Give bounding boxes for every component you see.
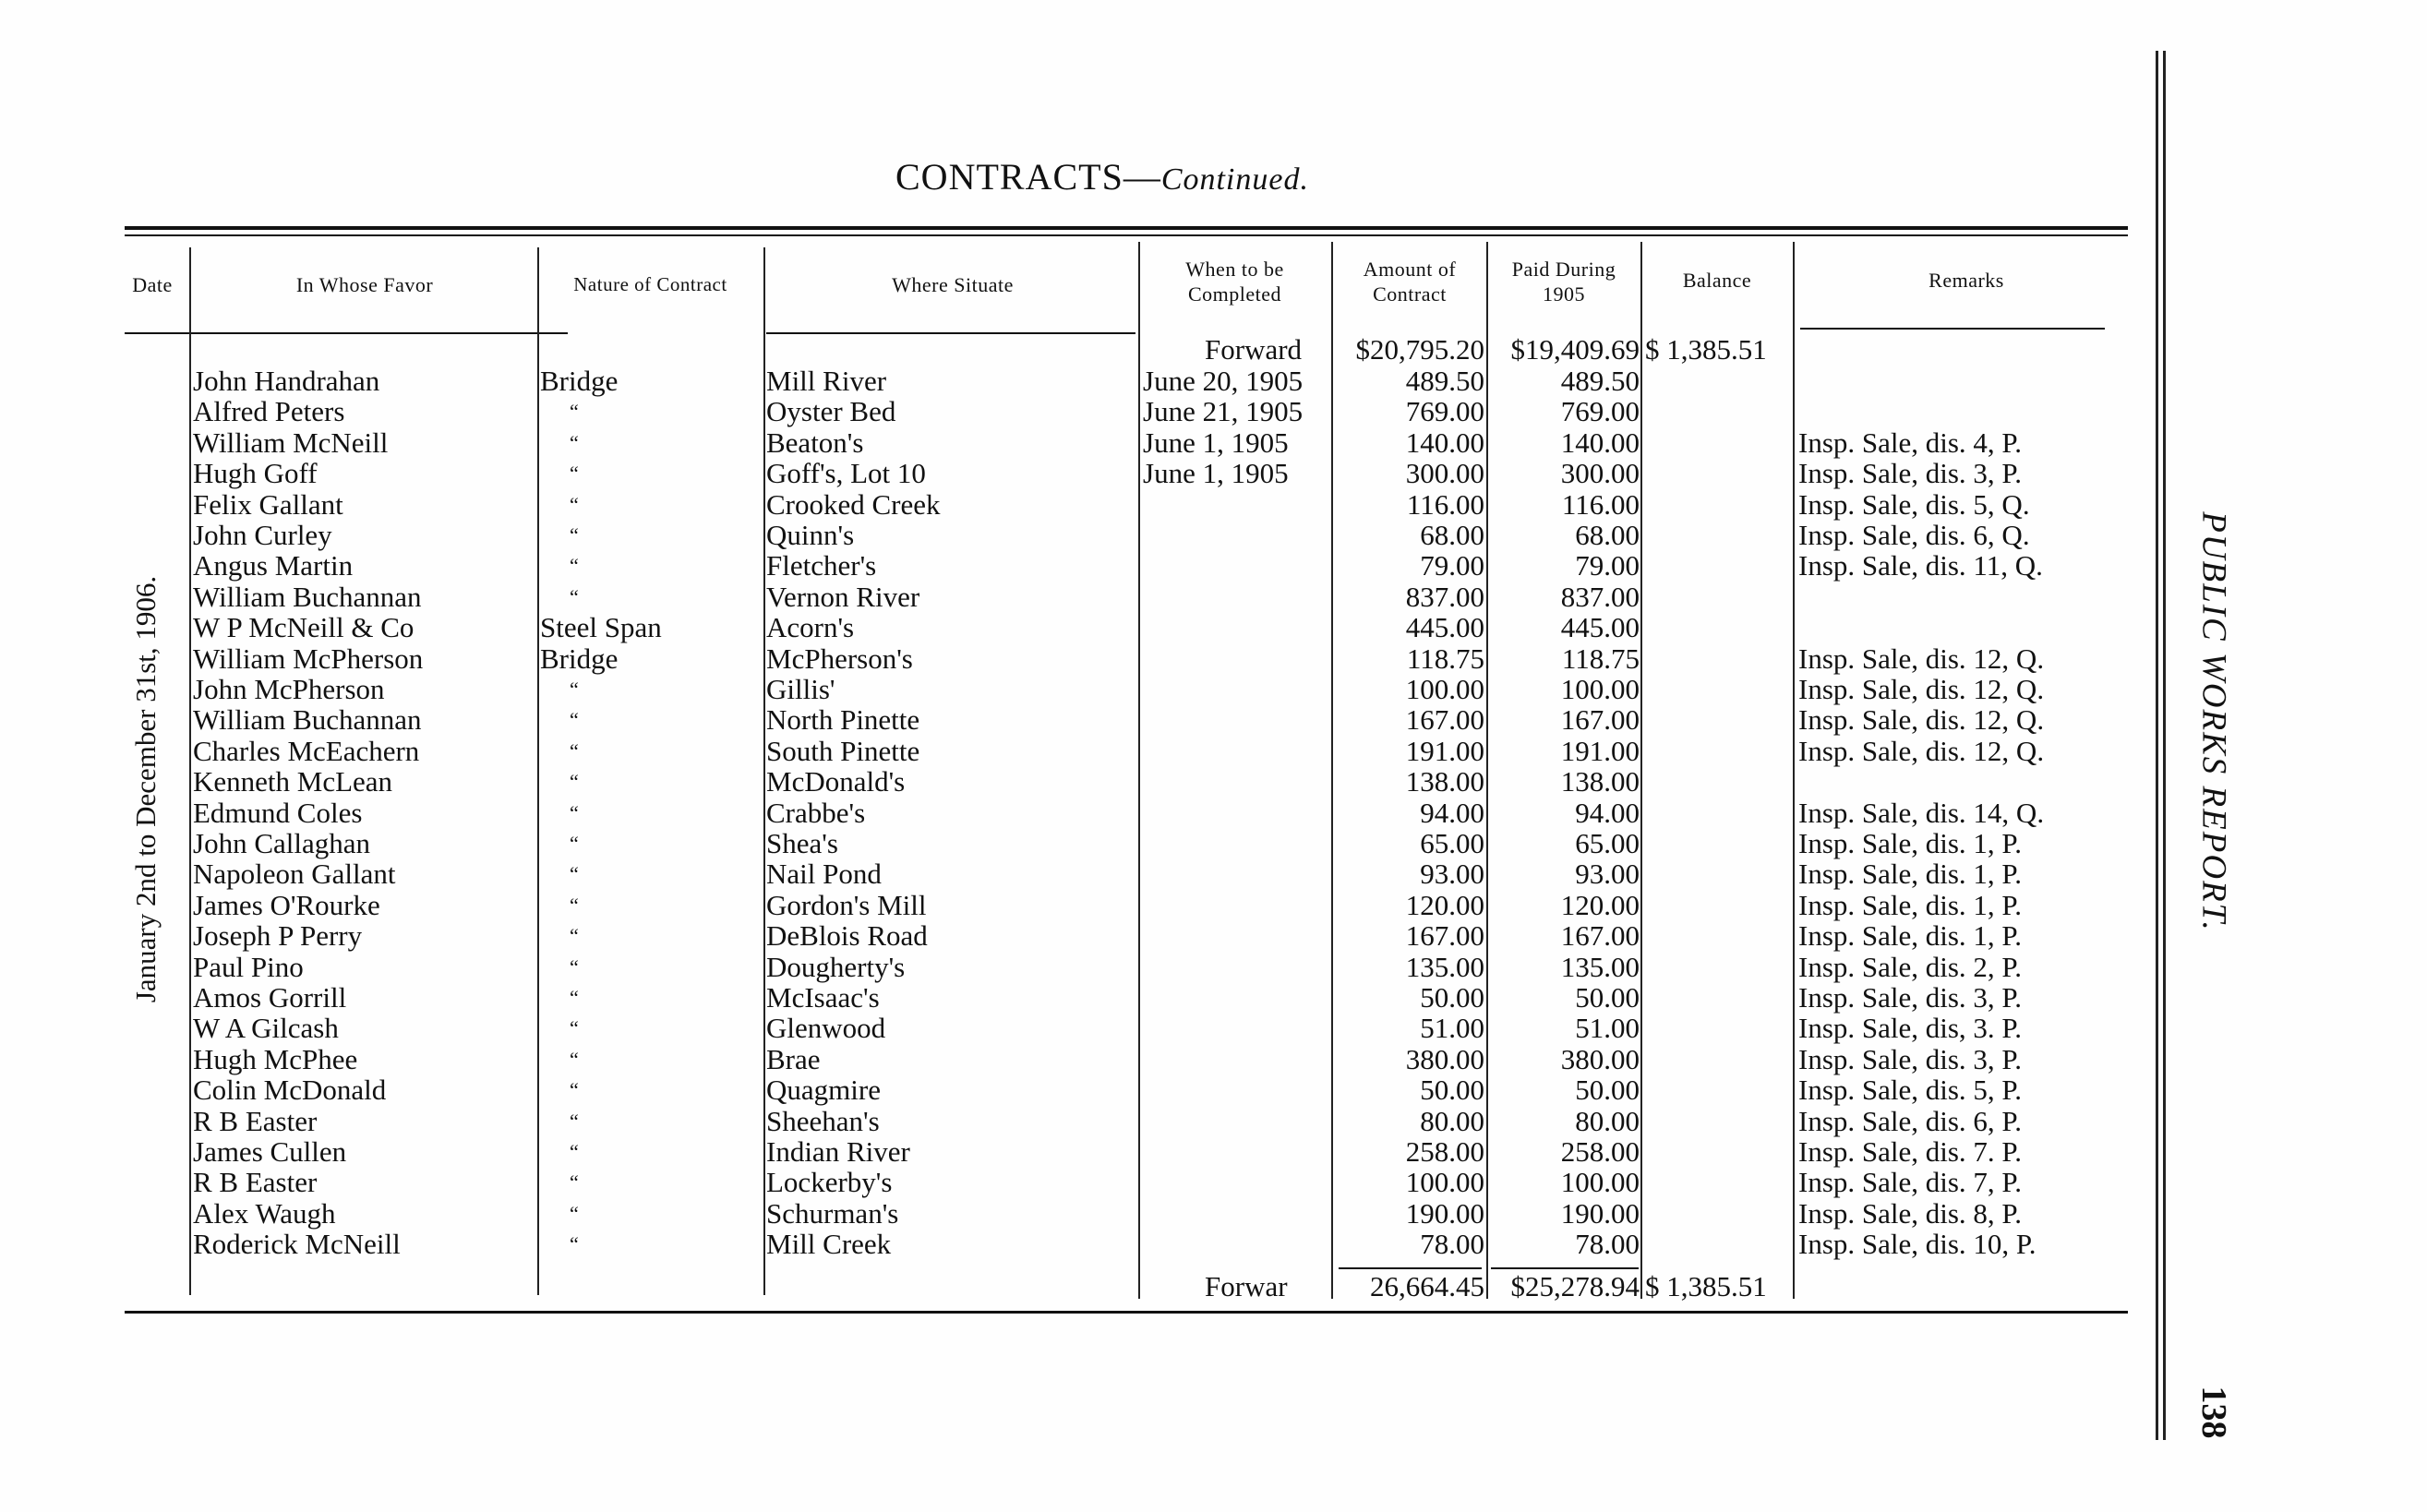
cell-favor: Angus Martin xyxy=(193,549,354,582)
cell-nature: “ xyxy=(570,1232,579,1256)
cell-remarks: Insp. Sale, dis. 5, P. xyxy=(1798,1074,2022,1107)
cell-amount: 65.00 xyxy=(1420,827,1484,859)
cell-remarks: Insp. Sale, dis. 12, Q. xyxy=(1798,734,2045,767)
cell-favor: Hugh Goff xyxy=(193,457,318,490)
cell-nature: Steel Span xyxy=(540,611,662,644)
cell-remarks: Insp. Sale, dis. 4, P. xyxy=(1798,426,2022,459)
cell-nature: “ xyxy=(570,1140,579,1163)
cell-favor: Paul Pino xyxy=(193,950,304,983)
cell-where: Gillis' xyxy=(766,673,835,705)
cell-where: Fletcher's xyxy=(766,549,877,582)
title-sub: Continued. xyxy=(1160,162,1309,197)
cell-nature: “ xyxy=(570,523,579,546)
header-when: When to be Completed xyxy=(1185,258,1284,306)
cell-where: Schurman's xyxy=(766,1196,899,1230)
cell-paid: 50.00 xyxy=(1575,1074,1640,1107)
cell-amount: 380.00 xyxy=(1405,1042,1484,1075)
cell-remarks: Insp. Sale, dis. 7. P. xyxy=(1798,1135,2022,1168)
header-nature: Nature of Contract xyxy=(573,273,727,295)
cell-where: Acorn's xyxy=(766,611,855,644)
cell-where: Dougherty's xyxy=(766,950,906,983)
cell-where: McDonald's xyxy=(766,765,906,798)
header-rule xyxy=(125,332,568,334)
cell-favor: William Buchannan xyxy=(193,580,422,613)
cell-paid: 191.00 xyxy=(1560,734,1640,767)
margin-rule xyxy=(2156,51,2158,1440)
cell-when: June 1, 1905 xyxy=(1143,426,1289,459)
cell-nature: “ xyxy=(570,954,579,978)
cell-amount: 258.00 xyxy=(1405,1135,1484,1168)
cell-favor: Napoleon Gallant xyxy=(193,858,396,891)
forward-bottom-label: Forwar xyxy=(1205,1270,1288,1302)
cell-nature: “ xyxy=(570,400,579,424)
bottom-rule xyxy=(125,1311,2128,1314)
cell-remarks: Insp. Sale, dis. 1, P. xyxy=(1798,858,2022,891)
cell-favor: Roderick McNeill xyxy=(193,1228,401,1261)
cell-paid: 135.00 xyxy=(1560,950,1640,983)
page-title xyxy=(895,155,1309,198)
cell-nature: “ xyxy=(570,738,579,762)
cell-amount: 837.00 xyxy=(1405,580,1484,613)
cell-paid: 78.00 xyxy=(1575,1228,1640,1261)
cell-favor: Alfred Peters xyxy=(193,395,345,428)
title-main: CONTRACTS xyxy=(895,156,1123,198)
cell-remarks: Insp. Sale, dis. 14, Q. xyxy=(1798,796,2045,829)
header-rule xyxy=(766,332,1135,334)
cell-amount: 51.00 xyxy=(1420,1012,1484,1045)
cell-paid: 51.00 xyxy=(1575,1012,1640,1045)
cell-nature: “ xyxy=(570,1170,579,1194)
cell-paid: 300.00 xyxy=(1560,457,1640,490)
cell-amount: 167.00 xyxy=(1405,703,1484,737)
column-divider xyxy=(1793,242,1795,1299)
cell-remarks: Insp. Sale, dis. 3, P. xyxy=(1798,457,2022,490)
cell-favor: Kenneth McLean xyxy=(193,765,393,798)
cell-nature: Bridge xyxy=(540,365,619,397)
cell-remarks: Insp. Sale, dis. 2, P. xyxy=(1798,950,2022,983)
cell-remarks: Insp. Sale, dis. 6, P. xyxy=(1798,1104,2022,1137)
cell-remarks: Insp. Sale, dis. 6, Q. xyxy=(1798,519,2030,551)
cell-remarks: Insp. Sale, dis. 3, P. xyxy=(1798,1042,2022,1075)
forward-top-balance: $ 1,385.51 xyxy=(1645,333,1767,366)
cell-nature: “ xyxy=(570,986,579,1009)
forward-bottom-amount: 26,664.45 xyxy=(1370,1270,1484,1302)
cell-favor: R B Easter xyxy=(193,1166,318,1199)
cell-paid: 93.00 xyxy=(1575,858,1640,891)
top-rule-thick xyxy=(125,226,2128,230)
cell-where: Oyster Bed xyxy=(766,395,896,428)
cell-favor: James Cullen xyxy=(193,1135,347,1168)
cell-favor: John Callaghan xyxy=(193,827,370,859)
cell-where: Quagmire xyxy=(766,1074,881,1107)
cell-where: Glenwood xyxy=(766,1012,886,1045)
cell-where: Crooked Creek xyxy=(766,487,941,521)
cell-where: McPherson's xyxy=(766,642,913,675)
cell-nature: “ xyxy=(570,924,579,948)
cell-paid: 68.00 xyxy=(1575,519,1640,551)
cell-favor: Amos Gorrill xyxy=(193,981,347,1014)
cell-where: Quinn's xyxy=(766,519,855,551)
forward-top-label: Forward xyxy=(1205,333,1303,366)
cell-paid: 79.00 xyxy=(1575,549,1640,582)
cell-nature: “ xyxy=(570,584,579,608)
cell-favor: John Handrahan xyxy=(193,365,380,397)
cell-amount: 50.00 xyxy=(1420,981,1484,1014)
report-side-title: PUBLIC WORKS REPORT. xyxy=(2194,511,2233,932)
cell-amount: 68.00 xyxy=(1420,519,1484,551)
cell-remarks: Insp. Sale, dis. 12, Q. xyxy=(1798,673,2045,705)
cell-where: Gordon's Mill xyxy=(766,888,927,921)
cell-where: Lockerby's xyxy=(766,1166,893,1199)
cell-amount: 140.00 xyxy=(1405,426,1484,459)
cell-favor: John McPherson xyxy=(193,673,385,705)
cell-nature: “ xyxy=(570,1016,579,1040)
column-divider xyxy=(1138,242,1140,1299)
cell-amount: 100.00 xyxy=(1405,673,1484,705)
header-where: Where Situate xyxy=(892,273,1014,296)
top-rule-thin xyxy=(125,234,2128,236)
cell-nature: “ xyxy=(570,430,579,454)
forward-bottom-paid: $25,278.94 xyxy=(1510,1270,1640,1302)
cell-remarks: Insp. Sale, dis. 1, P. xyxy=(1798,827,2022,859)
cell-remarks: Insp. Sale, dis. 5, Q. xyxy=(1798,487,2030,521)
cell-paid: 118.75 xyxy=(1561,642,1640,675)
cell-paid: 489.50 xyxy=(1560,365,1640,397)
cell-favor: Hugh McPhee xyxy=(193,1042,358,1075)
cell-favor: Alex Waugh xyxy=(193,1196,336,1230)
cell-amount: 118.75 xyxy=(1406,642,1484,675)
cell-amount: 78.00 xyxy=(1420,1228,1484,1261)
cell-favor: James O'Rourke xyxy=(193,888,380,921)
cell-remarks: Insp. Sale, dis. 10, P. xyxy=(1798,1228,2037,1261)
page-number: 138 xyxy=(2194,1386,2233,1439)
column-divider xyxy=(189,247,191,1295)
column-divider xyxy=(537,247,539,1295)
forward-top-paid: $19,409.69 xyxy=(1510,333,1640,366)
cell-when: June 1, 1905 xyxy=(1143,457,1289,490)
cell-nature: “ xyxy=(570,1201,579,1225)
header-favor: In Whose Favor xyxy=(295,273,434,296)
cell-paid: 100.00 xyxy=(1560,1166,1640,1199)
cell-where: North Pinette xyxy=(766,703,920,737)
date-range: January 2nd to December 31st, 1906. xyxy=(129,575,162,1003)
header-amount: Amount of Contract xyxy=(1363,258,1457,306)
cell-amount: 80.00 xyxy=(1420,1104,1484,1137)
cell-amount: 300.00 xyxy=(1405,457,1484,490)
cell-where: Mill River xyxy=(766,365,887,397)
cell-favor: Edmund Coles xyxy=(193,796,363,829)
cell-favor: Joseph P Perry xyxy=(193,919,363,953)
cell-paid: 50.00 xyxy=(1575,981,1640,1014)
cell-where: McIsaac's xyxy=(766,981,880,1014)
cell-favor: Colin McDonald xyxy=(193,1074,387,1107)
cell-remarks: Insp. Sale, dis. 7, P. xyxy=(1798,1166,2022,1199)
cell-nature: Bridge xyxy=(540,642,619,675)
cell-remarks: Insp. Sale, dis. 1, P. xyxy=(1798,888,2022,921)
cell-where: Sheehan's xyxy=(766,1104,880,1137)
cell-favor: Felix Gallant xyxy=(193,487,343,521)
cell-amount: 138.00 xyxy=(1405,765,1484,798)
cell-remarks: Insp. Sale, dis. 11, Q. xyxy=(1798,549,2043,582)
cell-where: DeBlois Road xyxy=(766,919,928,953)
header-balance: Balance xyxy=(1682,269,1752,292)
cell-favor: W P McNeill & Co xyxy=(193,611,415,644)
cell-paid: 380.00 xyxy=(1560,1042,1640,1075)
cell-nature: “ xyxy=(570,1078,579,1102)
cell-nature: “ xyxy=(570,770,579,794)
cell-where: Crabbe's xyxy=(766,796,866,829)
total-rule xyxy=(1491,1267,1639,1269)
cell-remarks: Insp. Sale, dis. 8, P. xyxy=(1798,1196,2022,1230)
cell-where: Shea's xyxy=(766,827,838,859)
cell-amount: 135.00 xyxy=(1405,950,1484,983)
column-divider xyxy=(1640,242,1642,1299)
cell-paid: 258.00 xyxy=(1560,1135,1640,1168)
cell-paid: 100.00 xyxy=(1560,673,1640,705)
cell-nature: “ xyxy=(570,862,579,886)
cell-paid: 167.00 xyxy=(1560,703,1640,737)
cell-amount: 445.00 xyxy=(1405,611,1484,644)
cell-nature: “ xyxy=(570,1047,579,1071)
cell-amount: 120.00 xyxy=(1405,888,1484,921)
cell-remarks: Insp. Sale, dis. 12, Q. xyxy=(1798,703,2045,737)
header-rule xyxy=(1800,328,2105,330)
cell-nature: “ xyxy=(570,1109,579,1133)
cell-when: June 21, 1905 xyxy=(1143,395,1304,428)
cell-where: Indian River xyxy=(766,1135,910,1168)
cell-paid: 116.00 xyxy=(1561,487,1640,521)
total-rule xyxy=(1339,1267,1482,1269)
cell-paid: 65.00 xyxy=(1575,827,1640,859)
cell-paid: 140.00 xyxy=(1560,426,1640,459)
header-date: Date xyxy=(132,273,173,296)
title-separator: — xyxy=(1123,156,1161,198)
cell-favor: R B Easter xyxy=(193,1104,318,1137)
cell-amount: 94.00 xyxy=(1420,796,1484,829)
cell-paid: 138.00 xyxy=(1560,765,1640,798)
cell-amount: 79.00 xyxy=(1420,549,1484,582)
cell-nature: “ xyxy=(570,893,579,917)
cell-amount: 769.00 xyxy=(1405,395,1484,428)
cell-remarks: Insp. Sale, dis. 12, Q. xyxy=(1798,642,2045,675)
cell-amount: 116.00 xyxy=(1406,487,1484,521)
cell-paid: 120.00 xyxy=(1560,888,1640,921)
margin-rule xyxy=(2163,51,2166,1440)
cell-nature: “ xyxy=(570,492,579,516)
cell-remarks: Insp. Sale, dis. 1, P. xyxy=(1798,919,2022,953)
cell-where: Mill Creek xyxy=(766,1228,892,1261)
cell-favor: W A Gilcash xyxy=(193,1012,339,1045)
cell-where: Nail Pond xyxy=(766,858,882,891)
header-paid: Paid During 1905 xyxy=(1511,258,1616,306)
cell-favor: William McNeill xyxy=(193,426,389,459)
cell-where: Brae xyxy=(766,1042,821,1075)
cell-remarks: Insp. Sale, dis. 3, P. xyxy=(1798,981,2022,1014)
cell-amount: 489.50 xyxy=(1405,365,1484,397)
cell-amount: 93.00 xyxy=(1420,858,1484,891)
cell-nature: “ xyxy=(570,554,579,578)
cell-where: Goff's, Lot 10 xyxy=(766,457,926,490)
cell-amount: 100.00 xyxy=(1405,1166,1484,1199)
cell-paid: 837.00 xyxy=(1560,580,1640,613)
cell-favor: William Buchannan xyxy=(193,703,422,737)
cell-nature: “ xyxy=(570,708,579,732)
cell-amount: 167.00 xyxy=(1405,919,1484,953)
cell-amount: 50.00 xyxy=(1420,1074,1484,1107)
cell-where: South Pinette xyxy=(766,734,920,767)
cell-nature: “ xyxy=(570,678,579,701)
cell-paid: 190.00 xyxy=(1560,1196,1640,1230)
cell-nature: “ xyxy=(570,462,579,486)
cell-favor: Charles McEachern xyxy=(193,734,420,767)
cell-paid: 94.00 xyxy=(1575,796,1640,829)
cell-where: Vernon River xyxy=(766,580,920,613)
header-remarks: Remarks xyxy=(1928,269,2004,292)
cell-favor: John Curley xyxy=(193,519,332,551)
cell-paid: 167.00 xyxy=(1560,919,1640,953)
cell-amount: 190.00 xyxy=(1405,1196,1484,1230)
cell-favor: William McPherson xyxy=(193,642,424,675)
cell-paid: 80.00 xyxy=(1575,1104,1640,1137)
cell-paid: 445.00 xyxy=(1560,611,1640,644)
forward-top-amount: $20,795.20 xyxy=(1355,333,1484,366)
cell-paid: 769.00 xyxy=(1560,395,1640,428)
cell-amount: 191.00 xyxy=(1405,734,1484,767)
forward-bottom-balance: $ 1,385.51 xyxy=(1645,1270,1767,1302)
cell-nature: “ xyxy=(570,800,579,824)
cell-when: June 20, 1905 xyxy=(1143,365,1304,397)
cell-where: Beaton's xyxy=(766,426,864,459)
cell-nature: “ xyxy=(570,832,579,855)
cell-remarks: Insp. Sale, dis, 3. P. xyxy=(1798,1012,2022,1045)
